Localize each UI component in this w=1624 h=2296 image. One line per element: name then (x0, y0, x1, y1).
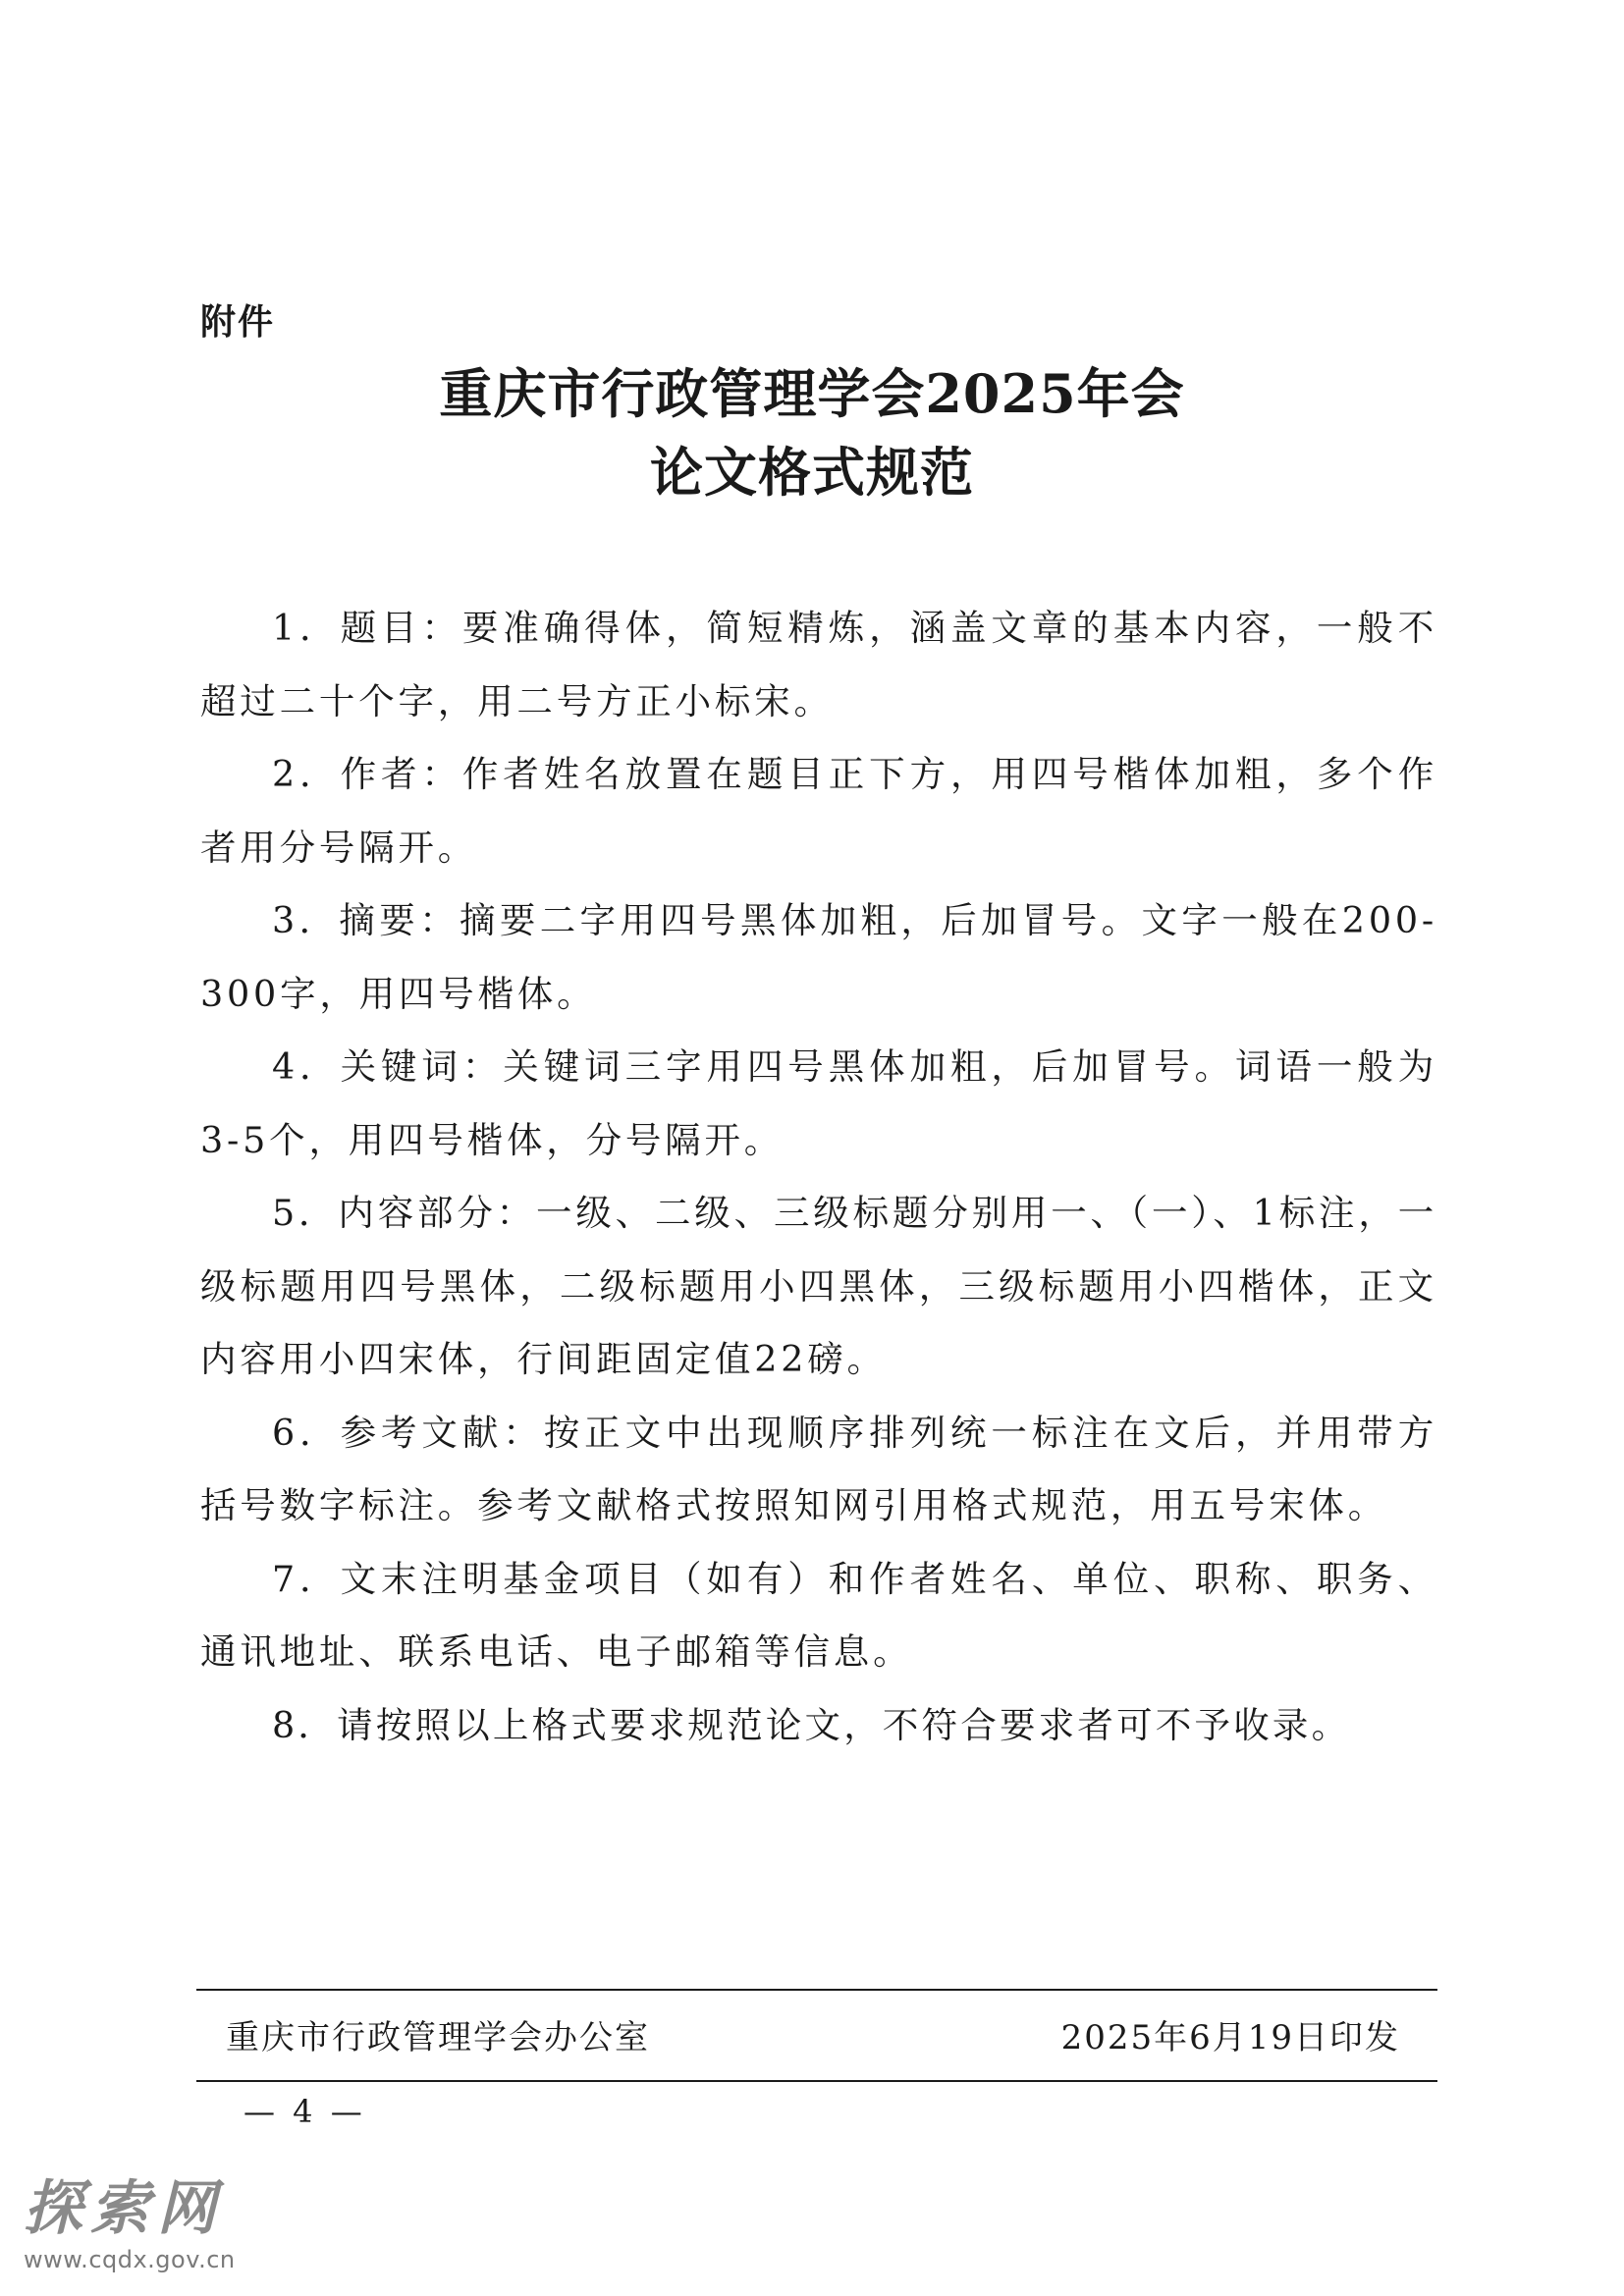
footer-top-rule (196, 1989, 1437, 1991)
paragraph-compliance-rule: 8．请按照以上格式要求规范论文，不符合要求者可不予收录。 (272, 1703, 1351, 1746)
document-body (200, 592, 1437, 1762)
paragraph-references-rule: 6．参考文献：按正文中出现顺序排列统一标注在文后，并用带方括号数字标注。参考文献格式按照知网引用格式规范，用五号宋体。 (200, 1411, 1437, 1526)
document-title-line-2: 论文格式规范 (650, 441, 974, 504)
paragraph-abstract-rule: 3．摘要：摘要二字用四号黑体加粗，后加冒号。文字一般在200-300字，用四号楷体。 (200, 899, 1437, 1015)
paragraph-author-rule: 2．作者：作者姓名放置在题目正下方，用四号楷体加粗，多个作者用分号隔开。 (200, 753, 1437, 869)
paragraph-content-rule: 5．内容部分：一级、二级、三级标题分别用一、（一）、1标注，一级标题用四号黑体，二级标题用小四黑体，三级标题用小四楷体，正文内容用小四宋体，行间距固定值22磅。 (200, 1192, 1437, 1380)
paragraph-author-info-rule: 7．文末注明基金项目（如有）和作者姓名、单位、职称、职务、通讯地址、联系电话、电子邮箱等信息。 (200, 1557, 1437, 1673)
attachment-label: 附件 (200, 302, 276, 343)
page-number: — 4 — (244, 2093, 366, 2130)
paragraph-keywords-rule: 4．关键词：关键词三字用四号黑体加粗，后加冒号。词语一般为3-5个，用四号楷体，分号隔开。 (200, 1045, 1437, 1161)
issuer-name: 重庆市行政管理学会办公室 (226, 2018, 650, 2057)
footer-bottom-rule (196, 2080, 1437, 2082)
issue-date: 2025年6月19日印发 (1060, 2018, 1400, 2057)
watermark-url: www.cqdx.gov.cn (24, 2246, 236, 2273)
watermark-logo: 探索网 (24, 2174, 224, 2243)
watermark (24, 2174, 259, 2276)
document-title-line-1: 重庆市行政管理学会2025年会 (439, 362, 1185, 425)
paragraph-title-rule: 1．题目：要准确得体，简短精炼，涵盖文章的基本内容，一般不超过二十个字，用二号方正小标宋。 (200, 607, 1437, 722)
